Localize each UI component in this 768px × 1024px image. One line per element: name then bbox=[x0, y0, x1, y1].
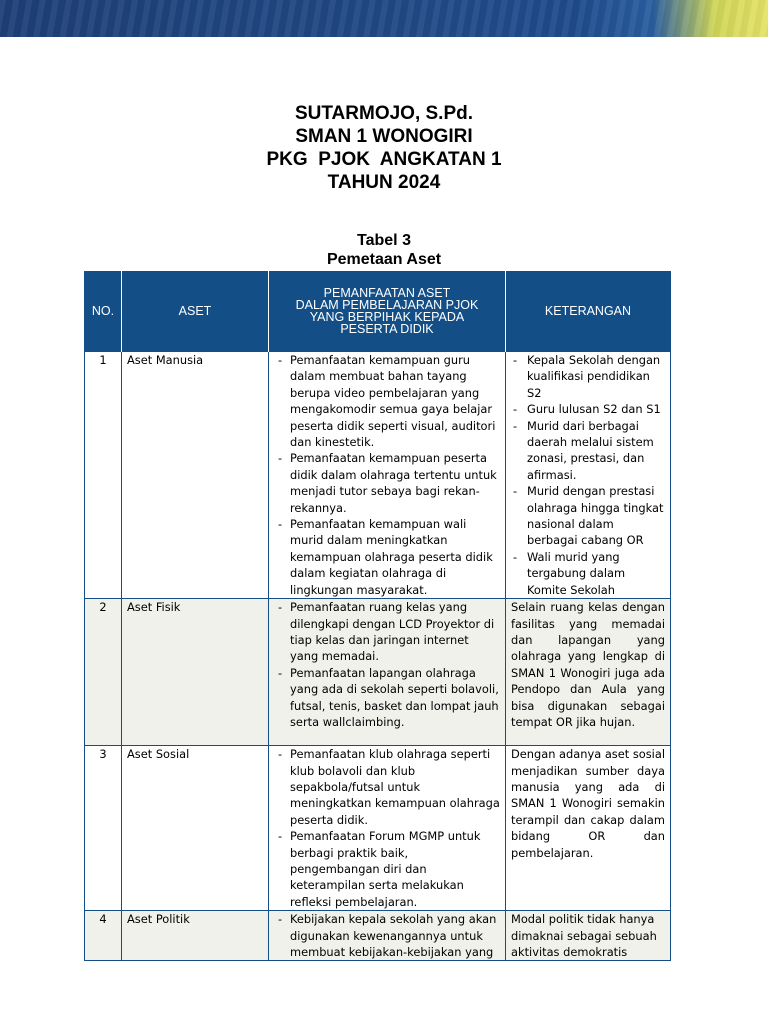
row-number: 2 bbox=[85, 599, 122, 746]
table-row bbox=[85, 911, 671, 961]
asset-name: Aset Fisik bbox=[122, 599, 269, 746]
table-header-row bbox=[85, 271, 671, 352]
banner-texture bbox=[0, 0, 768, 37]
list-item: - Kebijakan kepala sekolah yang akan digunakan kewenangannya untuk membuat kebijakan-kebijakan yang bbox=[274, 911, 500, 960]
asset-notes: Selain ruang kelas dengan fasilitas yang memadai dan lapangan yang olahraga yang lengkap di SMAN 1 Wonogiri juga ada Pendopo dan Aula yang bisa digunakan sebagai tempat OR jika hujan. bbox=[506, 599, 671, 746]
asset-name: Aset Politik bbox=[122, 911, 269, 961]
top-banner bbox=[0, 0, 768, 37]
school-name: SMAN 1 WONOGIRI bbox=[295, 126, 473, 147]
table-row bbox=[85, 352, 671, 599]
table-row bbox=[85, 599, 671, 746]
list-item: - Pemanfaatan kemampuan guru dalam membuat bahan tayang berupa video pembelajaran yang mengakomodir semua gaya belajar peserta didik seperti visual, auditori dan kinestetik. bbox=[274, 352, 500, 450]
list-item: - Pemanfaatan klub olahraga seperti klub bolavoli dan klub sepakbola/futsal untuk meningkatkan kemampuan olahraga peserta didik. bbox=[274, 746, 500, 828]
list-item: - Pemanfaatan kemampuan wali murid dalam meningkatkan kemampuan olahraga peserta didik dalam kegiatan olahraga di lingkungan masyarakat. bbox=[274, 516, 500, 598]
year-label: TAHUN 2024 bbox=[327, 172, 441, 193]
asset-notes: Modal politik tidak hanya dimaknai sebagai sebuah aktivitas demokratis bbox=[506, 911, 671, 961]
table-row bbox=[85, 746, 671, 911]
asset-notes: Dengan adanya aset sosial menjadikan sumber daya manusia yang ada di SMAN 1 Wonogiri semakin terampil dan cakap dalam bidang OR dan pembelajaran. bbox=[506, 746, 671, 911]
asset-usage bbox=[269, 911, 506, 961]
list-item: - Murid dengan prestasi olahraga hingga tingkat nasional dalam berbagai cabang OR bbox=[511, 483, 665, 549]
program-name: PKG PJOK ANGKATAN 1 bbox=[266, 149, 502, 170]
list-item: - Kepala Sekolah dengan kualifikasi pendidikan S2 bbox=[511, 352, 665, 401]
asset-usage bbox=[269, 746, 506, 911]
row-number: 3 bbox=[85, 746, 122, 911]
asset-name: Aset Sosial bbox=[122, 746, 269, 911]
table-caption bbox=[0, 231, 768, 269]
column-header-pemanfaatan: PEMANFAATAN ASET DALAM PEMBELAJARAN PJOK YANG BERPIHAK KEPADA PESERTA DIDIK bbox=[269, 271, 506, 352]
document-header bbox=[0, 102, 768, 194]
asset-mapping-table bbox=[84, 271, 671, 961]
column-header-keterangan: KETERANGAN bbox=[506, 271, 671, 352]
list-item: - Wali murid yang tergabung dalam Komite Sekolah bbox=[511, 549, 665, 598]
asset-usage bbox=[269, 352, 506, 599]
table-title: Pemetaan Aset bbox=[326, 251, 442, 268]
asset-notes bbox=[506, 352, 671, 599]
list-item: - Pemanfaatan kemampuan peserta didik dalam olahraga tertentu untuk menjadi tutor sebaya bagi rekan-rekannya. bbox=[274, 450, 500, 516]
asset-name: Aset Manusia bbox=[122, 352, 269, 599]
list-item: - Pemanfaatan ruang kelas yang dilengkapi dengan LCD Proyektor di tiap kelas dan jaringan internet yang memadai. bbox=[274, 599, 500, 665]
list-item: - Murid dari berbagai daerah melalui sistem zonasi, prestasi, dan afirmasi. bbox=[511, 418, 665, 484]
list-item: - Guru lulusan S2 dan S1 bbox=[511, 401, 665, 417]
row-number: 1 bbox=[85, 352, 122, 599]
table-number: Tabel 3 bbox=[357, 232, 411, 249]
asset-usage bbox=[269, 599, 506, 746]
column-header-aset: ASET bbox=[122, 271, 269, 352]
author-name: SUTARMOJO, S.Pd. bbox=[294, 103, 474, 124]
column-header-no: NO. bbox=[85, 271, 122, 352]
list-item: - Pemanfaatan lapangan olahraga yang ada di sekolah seperti bolavoli, futsal, tenis, basket dan lompat jauh serta wallclaimbing. bbox=[274, 665, 500, 731]
row-number: 4 bbox=[85, 911, 122, 961]
list-item: - Pemanfaatan Forum MGMP untuk berbagi praktik baik, pengembangan diri dan keterampilan serta melakukan refleksi pembelajaran. bbox=[274, 828, 500, 910]
